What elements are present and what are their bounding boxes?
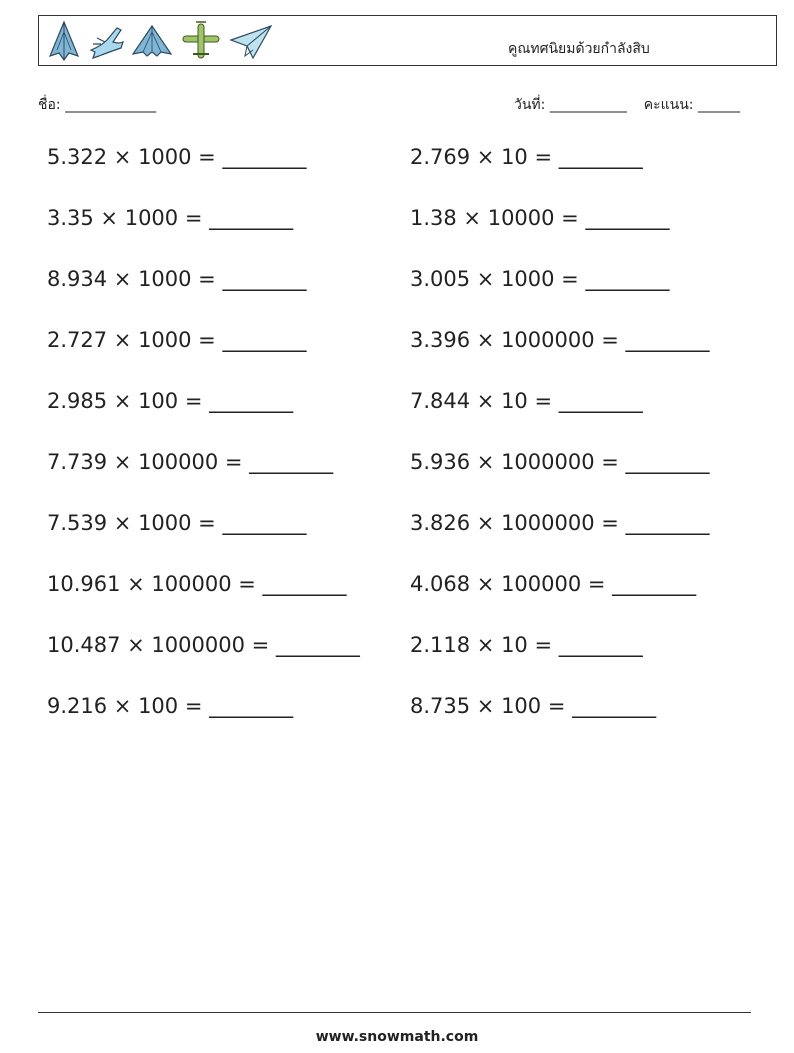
date-field: วันที่: ___________ [514, 97, 627, 113]
delta-jet-icon [131, 20, 173, 62]
worksheet-title: คูณทศนิยมด้วยกำลังสิบ [508, 41, 650, 57]
problem-1-right: 2.769 × 10 = ________ [410, 145, 643, 169]
propeller-plane-icon [179, 20, 223, 62]
problem-2-right: 1.38 × 10000 = ________ [410, 206, 670, 230]
date-score-fields [514, 94, 740, 116]
problem-5-right: 7.844 × 10 = ________ [410, 389, 643, 413]
problem-4-right: 3.396 × 1000000 = ________ [410, 328, 710, 352]
swept-jet-icon [87, 20, 125, 62]
problem-2-left: 3.35 × 1000 = ________ [47, 206, 294, 230]
footer-divider [38, 1012, 751, 1013]
problem-1-left: 5.322 × 1000 = ________ [47, 145, 307, 169]
problem-4-left: 2.727 × 1000 = ________ [47, 328, 307, 352]
problem-8-left: 10.961 × 100000 = ________ [47, 572, 347, 596]
stealth-jet-icon [47, 20, 81, 62]
problem-10-right: 8.735 × 100 = ________ [410, 694, 657, 718]
problem-3-right: 3.005 × 1000 = ________ [410, 267, 670, 291]
problem-6-right: 5.936 × 1000000 = ________ [410, 450, 710, 474]
problem-6-left: 7.739 × 100000 = ________ [47, 450, 334, 474]
problem-9-left: 10.487 × 1000000 = ________ [47, 633, 360, 657]
footer-url: www.snowmath.com [315, 1029, 479, 1045]
problem-9-right: 2.118 × 10 = ________ [410, 633, 643, 657]
score-field: คะแนน: ______ [643, 97, 740, 113]
problem-5-left: 2.985 × 100 = ________ [47, 389, 294, 413]
problem-7-left: 7.539 × 1000 = ________ [47, 511, 307, 535]
name-field: ชื่อ: _____________ [38, 97, 157, 113]
problem-10-left: 9.216 × 100 = ________ [47, 694, 294, 718]
problem-8-right: 4.068 × 100000 = ________ [410, 572, 697, 596]
problem-7-right: 3.826 × 1000000 = ________ [410, 511, 710, 535]
airplane-icons [47, 20, 273, 62]
paper-plane-icon [229, 20, 273, 62]
worksheet-header [38, 15, 777, 66]
problem-3-left: 8.934 × 1000 = ________ [47, 267, 307, 291]
